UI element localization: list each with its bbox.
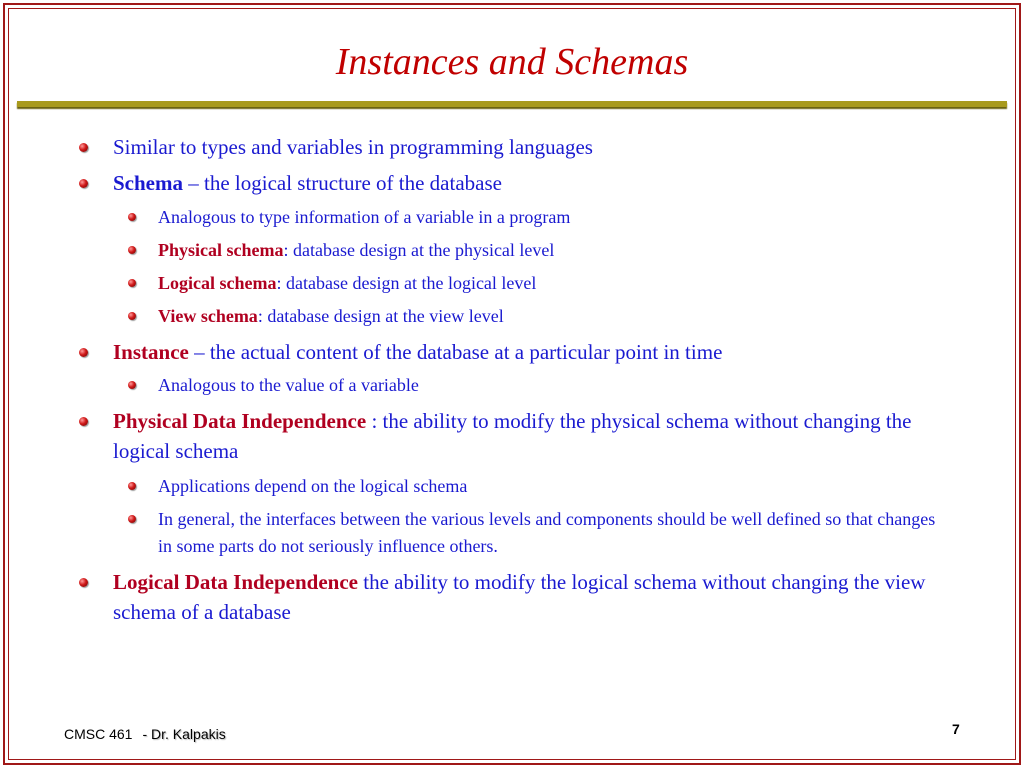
sub-bullet-text: : database design at the logical level bbox=[276, 273, 537, 293]
sub-bullet-term: Physical schema bbox=[158, 240, 284, 260]
sub-bullet-icon bbox=[128, 213, 136, 221]
slide-title: Instances and Schemas bbox=[335, 41, 689, 83]
sub-bullet-text: Applications depend on the logical schema bbox=[158, 476, 468, 496]
sub-bullet-item bbox=[158, 473, 958, 500]
sub-bullet-text: Analogous to type information of a variable in a program bbox=[158, 207, 571, 227]
bullet-text: the ability to modify the logical schema without changing the view schema of a database bbox=[113, 570, 926, 624]
bullet-item bbox=[113, 168, 973, 198]
sub-bullet-item bbox=[158, 237, 958, 264]
sub-bullet-item bbox=[158, 270, 958, 297]
bullet-text: Similar to types and variables in programming languages bbox=[113, 135, 593, 159]
author-name: - Dr. Kalpakis bbox=[142, 726, 226, 742]
course-code: CMSC 461 bbox=[64, 726, 133, 742]
sub-bullet-text: : database design at the view level bbox=[257, 306, 504, 326]
page-number: 7 bbox=[952, 721, 960, 737]
bullet-item bbox=[113, 132, 973, 162]
bullet-icon bbox=[79, 417, 88, 426]
sub-bullet-icon bbox=[128, 246, 136, 254]
sub-bullet-icon bbox=[128, 381, 136, 389]
bullet-icon bbox=[79, 179, 88, 188]
bullet-icon bbox=[79, 348, 88, 357]
bullet-text: – the logical structure of the database bbox=[183, 171, 502, 195]
footer-course bbox=[64, 726, 226, 742]
bullet-text: – the actual content of the database at a particular point in time bbox=[188, 340, 723, 364]
sub-bullet-item bbox=[158, 303, 958, 330]
title-divider bbox=[17, 101, 1007, 107]
bullet-item bbox=[113, 337, 973, 367]
bullet-icon bbox=[79, 143, 88, 152]
bullet-term: Instance bbox=[113, 340, 189, 364]
sub-bullet-term: View schema bbox=[158, 306, 258, 326]
sub-bullet-icon bbox=[128, 312, 136, 320]
sub-bullet-icon bbox=[128, 279, 136, 287]
sub-bullet-text: In general, the interfaces between the various levels and components should be well defined so that changes in some parts do not seriously influence others. bbox=[158, 509, 936, 556]
bullet-item bbox=[113, 406, 973, 466]
sub-bullet-text: : database design at the physical level bbox=[283, 240, 555, 260]
sub-bullet-item bbox=[158, 506, 938, 560]
sub-bullet-item bbox=[158, 372, 958, 399]
sub-bullet-icon bbox=[128, 515, 136, 523]
bullet-icon bbox=[79, 578, 88, 587]
sub-bullet-item bbox=[158, 204, 958, 231]
sub-bullet-term: Logical schema bbox=[158, 273, 277, 293]
sub-bullet-text: Analogous to the value of a variable bbox=[158, 375, 419, 395]
bullet-item bbox=[113, 567, 973, 627]
sub-bullet-icon bbox=[128, 482, 136, 490]
bullet-term: Schema bbox=[113, 171, 183, 195]
bullet-text: : the ability to modify the physical schema without changing the logical schema bbox=[113, 409, 912, 463]
bullet-term: Logical Data Independence bbox=[113, 570, 359, 594]
bullet-term: Physical Data Independence bbox=[113, 409, 367, 433]
